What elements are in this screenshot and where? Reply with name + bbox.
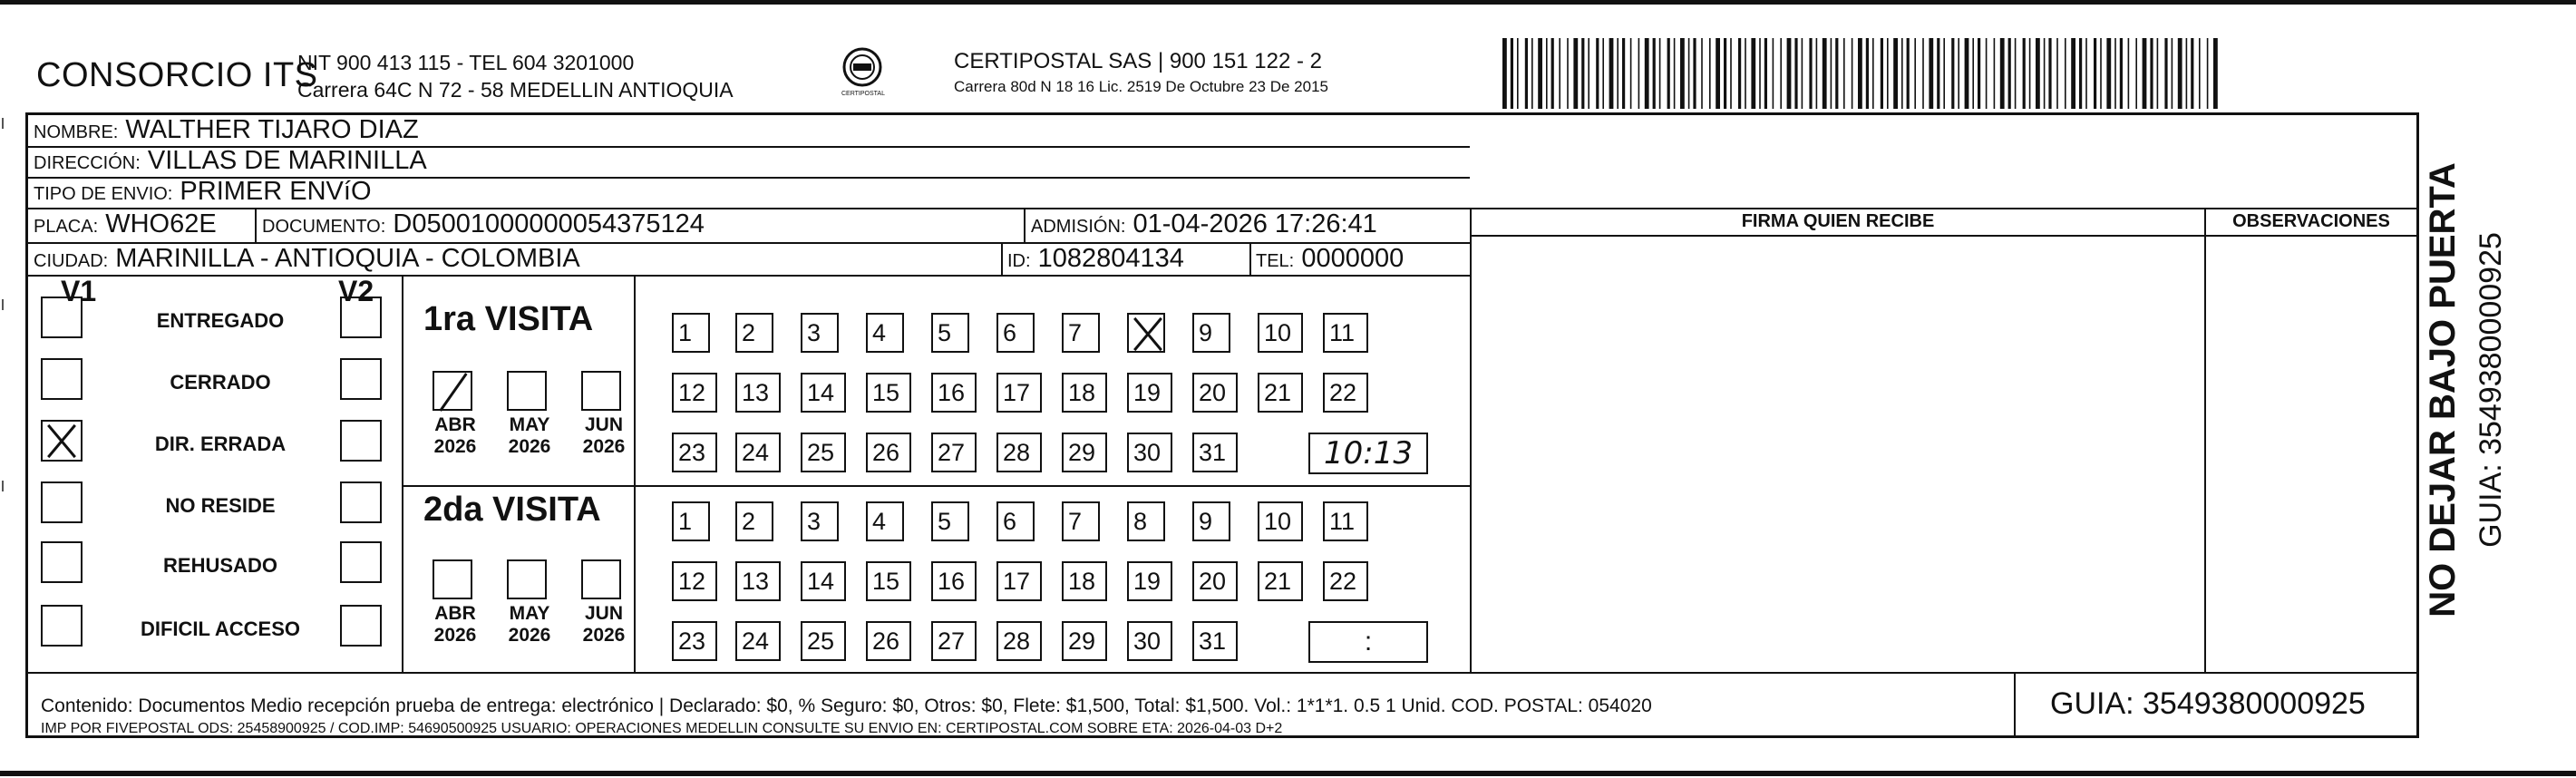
admission-value: 01-04-2026 17:26:41 xyxy=(1132,209,1377,238)
v2-title: V2 xyxy=(338,275,374,307)
top-border xyxy=(0,0,2576,5)
day-checkbox[interactable]: 4 xyxy=(866,313,904,353)
status-label: DIR. ERRADA xyxy=(154,433,287,455)
recipient-name: WALTHER TIJARO DIAZ xyxy=(125,115,419,144)
v2-checkbox[interactable] xyxy=(340,358,382,400)
day-checkbox[interactable]: 17 xyxy=(996,561,1042,601)
day-checkbox[interactable]: 2 xyxy=(735,313,773,353)
v1-checkbox[interactable] xyxy=(41,358,83,400)
day-checkbox[interactable]: 10 xyxy=(1258,313,1303,353)
side-labels xyxy=(2423,136,2576,644)
day-checkbox[interactable]: 9 xyxy=(1192,501,1230,541)
day-checkbox[interactable]: 27 xyxy=(931,433,977,472)
day-checkbox[interactable]: 31 xyxy=(1192,433,1238,472)
day-checkbox[interactable]: 13 xyxy=(735,373,781,413)
day-checkbox[interactable]: 30 xyxy=(1127,621,1172,661)
certipostal-license: Carrera 80d N 18 16 Lic. 2519 De Octubre 23 De 2015 xyxy=(954,78,1328,95)
certipostal-nit: CERTIPOSTAL SAS | 900 151 122 - 2 xyxy=(954,49,1322,73)
visit-time-field[interactable]: : xyxy=(1308,621,1428,663)
day-checkbox[interactable]: 21 xyxy=(1258,561,1303,601)
cut-mark xyxy=(2,481,4,491)
tel-value: 0000000 xyxy=(1301,244,1405,273)
day-checkbox[interactable]: 5 xyxy=(931,313,969,353)
document-value: D05001000000054375124 xyxy=(393,209,705,238)
side-guia-number: GUIA: 3549380000925 xyxy=(2474,232,2508,548)
v1-checkbox[interactable] xyxy=(41,605,83,647)
day-checkbox[interactable]: 18 xyxy=(1062,373,1107,413)
name-label: NOMBRE: xyxy=(34,122,119,142)
certipostal-info xyxy=(954,49,1328,100)
month-label: JUN 2026 xyxy=(582,414,626,457)
v1-checkbox[interactable] xyxy=(41,541,83,583)
v2-checkbox[interactable] xyxy=(340,541,382,583)
day-checkbox[interactable]: 27 xyxy=(931,621,977,661)
day-checkbox[interactable]: 1 xyxy=(672,501,710,541)
day-checkbox[interactable]: 13 xyxy=(735,561,781,601)
col-divider xyxy=(2204,208,2206,672)
day-checkbox[interactable] xyxy=(1127,313,1165,353)
month-checkbox[interactable] xyxy=(433,371,472,411)
row-divider xyxy=(1470,235,2416,237)
document-field xyxy=(262,209,705,239)
city-field xyxy=(34,244,580,274)
type-row xyxy=(34,177,372,207)
day-checkbox[interactable]: 26 xyxy=(866,433,911,472)
col-divider xyxy=(1001,242,1003,275)
day-checkbox[interactable]: 20 xyxy=(1192,373,1238,413)
do-not-leave-warning: NO DEJAR BAJO PUERTA xyxy=(2423,162,2463,618)
day-checkbox[interactable]: 8 xyxy=(1127,501,1165,541)
document-label: DOCUMENTO: xyxy=(262,217,386,237)
month-label: MAY 2026 xyxy=(508,603,551,646)
day-checkbox[interactable]: 18 xyxy=(1062,561,1107,601)
logo-caption: CERTIPOSTAL xyxy=(841,91,885,97)
v2-checkbox[interactable] xyxy=(340,420,382,462)
visit2-title: 2da VISITA xyxy=(423,491,601,529)
status-label: DIFICIL ACCESO xyxy=(140,618,300,640)
day-checkbox[interactable]: 30 xyxy=(1127,433,1172,472)
plate-label: PLACA: xyxy=(34,217,99,237)
day-checkbox[interactable]: 4 xyxy=(866,501,904,541)
day-checkbox[interactable]: 23 xyxy=(672,621,717,661)
month-checkbox[interactable] xyxy=(433,559,472,599)
recipient-name-row xyxy=(34,115,419,145)
col-divider xyxy=(1470,208,1472,672)
day-checkbox[interactable]: 14 xyxy=(801,373,846,413)
day-checkbox[interactable]: 14 xyxy=(801,561,846,601)
signature-header: FIRMA QUIEN RECIBE xyxy=(1741,211,1935,231)
address-label: DIRECCIÓN: xyxy=(34,153,141,173)
month-label: MAY 2026 xyxy=(508,414,551,457)
day-checkbox[interactable]: 7 xyxy=(1062,501,1100,541)
v2-checkbox[interactable] xyxy=(340,297,382,338)
day-checkbox[interactable]: 3 xyxy=(801,501,839,541)
plate-value: WHO62E xyxy=(105,209,217,238)
day-checkbox[interactable]: 11 xyxy=(1323,313,1368,353)
day-checkbox[interactable]: 16 xyxy=(931,373,977,413)
status-label: ENTREGADO xyxy=(156,309,285,332)
tel-label: TEL: xyxy=(1256,251,1295,271)
bottom-border xyxy=(0,771,2576,776)
day-checkbox[interactable]: 15 xyxy=(866,561,911,601)
company-name: CONSORCIO ITS xyxy=(36,56,318,94)
plate-field xyxy=(34,209,217,239)
guia-number: GUIA: 3549380000925 xyxy=(2050,686,2366,721)
day-checkbox[interactable]: 5 xyxy=(931,501,969,541)
day-checkbox[interactable]: 11 xyxy=(1323,501,1368,541)
v1-checkbox[interactable] xyxy=(41,481,83,523)
delivery-form xyxy=(25,112,2419,738)
city-label: CIUDAD: xyxy=(34,251,109,271)
day-checkbox[interactable]: 22 xyxy=(1323,561,1368,601)
day-checkbox[interactable]: 7 xyxy=(1062,313,1100,353)
month-label: ABR 2026 xyxy=(433,603,477,646)
barcode xyxy=(1502,38,2219,109)
month-checkbox[interactable] xyxy=(581,559,621,599)
day-checkbox[interactable]: 21 xyxy=(1258,373,1303,413)
day-checkbox[interactable]: 19 xyxy=(1127,373,1172,413)
day-checkbox[interactable]: 28 xyxy=(996,433,1042,472)
day-checkbox[interactable]: 3 xyxy=(801,313,839,353)
day-checkbox[interactable]: 24 xyxy=(735,621,781,661)
status-label: REHUSADO xyxy=(163,554,277,577)
month-checkbox[interactable] xyxy=(507,559,547,599)
day-checkbox[interactable]: 12 xyxy=(672,373,717,413)
day-checkbox[interactable]: 28 xyxy=(996,621,1042,661)
day-checkbox[interactable]: 2 xyxy=(735,501,773,541)
address-row xyxy=(34,146,427,176)
visit1-title: 1ra VISITA xyxy=(423,300,594,338)
day-checkbox[interactable]: 29 xyxy=(1062,433,1107,472)
day-checkbox[interactable]: 10 xyxy=(1258,501,1303,541)
company-nit: NIT 900 413 115 - TEL 604 3201000 xyxy=(297,51,635,74)
company-address: Carrera 64C N 72 - 58 MEDELLIN ANTIOQUIA xyxy=(297,78,734,102)
admission-label: ADMISIÓN: xyxy=(1031,217,1126,237)
observations-header: OBSERVACIONES xyxy=(2232,211,2390,231)
day-checkbox[interactable]: 16 xyxy=(931,561,977,601)
day-checkbox[interactable]: 9 xyxy=(1192,313,1230,353)
day-checkbox[interactable]: 25 xyxy=(801,433,846,472)
visit-divider xyxy=(402,485,1470,487)
footer-print-line: IMP POR FIVEPOSTAL ODS: 25458900925 / COD.IMP: 54690500925 USUARIO: OPERACIONES MEDELLIN CONSULTE SU ENVIO EN: CERTIPOSTAL.COM SOBRE ETA: 2026-04-03 D+2 xyxy=(41,721,1283,736)
day-checkbox[interactable]: 20 xyxy=(1192,561,1238,601)
month-checkbox[interactable] xyxy=(507,371,547,411)
month-checkbox[interactable] xyxy=(581,371,621,411)
day-checkbox[interactable]: 29 xyxy=(1062,621,1107,661)
day-checkbox[interactable]: 23 xyxy=(672,433,717,472)
cut-mark xyxy=(2,118,4,129)
shipment-type: PRIMER ENVíO xyxy=(180,177,372,206)
col-divider xyxy=(1249,242,1251,275)
day-checkbox[interactable]: 24 xyxy=(735,433,781,472)
status-label: CERRADO xyxy=(170,371,271,394)
v2-checkbox[interactable] xyxy=(340,481,382,523)
admission-field xyxy=(1031,209,1377,239)
day-checkbox[interactable]: 22 xyxy=(1323,373,1368,413)
day-checkbox[interactable]: 15 xyxy=(866,373,911,413)
v1-checkbox[interactable] xyxy=(41,420,83,462)
col-divider xyxy=(2014,672,2016,735)
col-divider xyxy=(1024,208,1026,242)
id-field xyxy=(1007,244,1184,274)
id-label: ID: xyxy=(1007,251,1031,271)
row-divider xyxy=(28,672,2416,674)
v1-title: V1 xyxy=(61,275,97,307)
visit-time-field[interactable]: 10:13 xyxy=(1308,433,1428,474)
tel-field xyxy=(1256,244,1404,274)
month-label: JUN 2026 xyxy=(582,603,626,646)
day-checkbox[interactable]: 6 xyxy=(996,501,1035,541)
day-checkbox[interactable]: 31 xyxy=(1192,621,1238,661)
v2-checkbox[interactable] xyxy=(340,605,382,647)
day-checkbox[interactable]: 17 xyxy=(996,373,1042,413)
type-label: TIPO DE ENVIO: xyxy=(34,184,173,204)
col-divider xyxy=(402,275,403,672)
day-checkbox[interactable]: 19 xyxy=(1127,561,1172,601)
v1-checkbox[interactable] xyxy=(41,297,83,338)
day-checkbox[interactable]: 26 xyxy=(866,621,911,661)
day-checkbox[interactable]: 1 xyxy=(672,313,710,353)
day-checkbox[interactable]: 25 xyxy=(801,621,846,661)
day-checkbox[interactable]: 6 xyxy=(996,313,1035,353)
row-divider xyxy=(28,275,1470,277)
footer-content-line: Contenido: Documentos Medio recepción prueba de entrega: electrónico | Declarado: $0, % Seguro: $0, Otros: $0, Flete: $1,500, Total: $1,500. Vol.: 1*1*1. 0.5 1 Unid. COD. POSTAL: 054020 xyxy=(41,695,1652,716)
company-info xyxy=(297,49,734,103)
col-divider xyxy=(255,208,257,242)
status-label: NO RESIDE xyxy=(165,494,276,517)
month-label: ABR 2026 xyxy=(433,414,477,457)
city-value: MARINILLA - ANTIOQUIA - COLOMBIA xyxy=(115,244,580,273)
recipient-address: VILLAS DE MARINILLA xyxy=(147,146,427,175)
cut-mark xyxy=(2,299,4,310)
id-value: 1082804134 xyxy=(1037,244,1184,273)
day-checkbox[interactable]: 12 xyxy=(672,561,717,601)
